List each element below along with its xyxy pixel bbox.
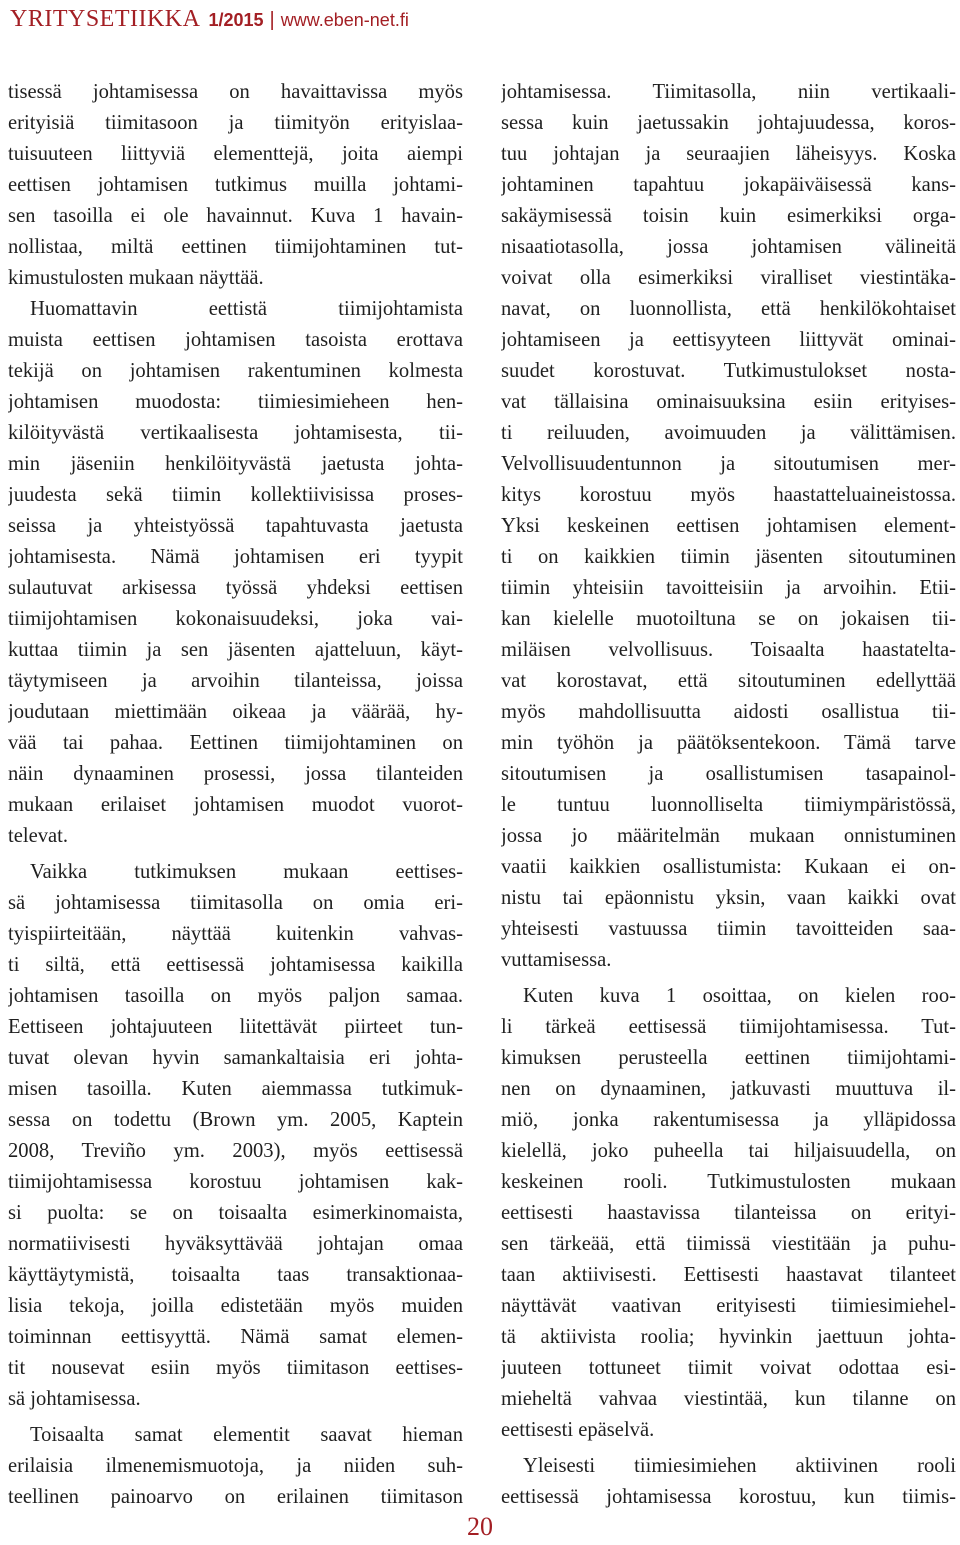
text-line: käyttäytymistä, toisaalta taas transaktionaa- [8,1264,463,1286]
text-line: miö, jonka rakentumisessa ja ylläpidossa [501,1109,956,1131]
text-line: nollistaa, miltä eettinen tiimijohtaminen tut- [8,236,463,258]
text-line: kimuksen perusteella eettinen tiimijohtami- [501,1047,956,1069]
text-line: suudet korostuvat. Tutkimustulokset nosta- [501,360,956,382]
text-line: vaatii kaikkien osallistumista: Kukaan ei on- [501,856,956,878]
text-line: juudesta sekä tiimin kollektiivisissa proses- [8,484,463,506]
text-line: eettisen johtamisen tutkimus muilla johtami- [8,174,463,196]
text-line: kan kielelle muotoiltuna se on jokaisen tii- [501,608,956,630]
masthead-separator: | [269,9,275,31]
text-line: 2008, Treviño ym. 2003), myös eettisessä [8,1140,463,1162]
text-line: navat, on luonnollista, että henkilökohtaiset [501,298,956,320]
text-line: kuttaa tiimin ja sen jäsenten ajatteluun, käyt- [8,639,463,661]
text-line: muista eettisen johtamisen tasoista erottava [8,329,463,351]
text-line: miläisen velvollisuus. Toisaalta haastatelta- [501,639,956,661]
text-line: televat. [8,825,69,847]
text-line: joudutaan miettimään oikeaa ja väärää, hy- [8,701,463,723]
text-line: tuvat olevan hyvin samankaltaisia eri johta- [8,1047,463,1069]
text-line: kitys korostuu myös haastatteluaineistossa. [501,484,956,506]
text-line: näyttävät vaativan erityisesti tiimiesimiehel- [501,1295,956,1317]
text-line: jossa jo määritelmän mukaan onnistuminen [501,825,956,847]
text-line: si puolta: se on toisaalta esimerkinomaista, [8,1202,463,1224]
text-line: misen tasoilla. Kuten aiemmassa tutkimuk- [8,1078,463,1100]
text-line: ti reiluuden, avoimuuden ja välittämisen. [501,422,956,444]
text-line: le tuntuu luonnolliselta tiimiympäristössä, [501,794,956,816]
text-line: li tärkeä eettisessä tiimijohtamisessa. Tut- [501,1016,956,1038]
text-line: nistu tai epäonnistu yksin, vaan kaikki ovat [501,887,956,909]
text-line: voivat olla esimerkiksi viralliset viestintäka- [501,267,956,289]
text-line: tuu johtajan ja seuraajien läheisyys. Koska [501,143,956,165]
magazine-title: YRITYSETIIKKA [10,6,201,32]
text-line: Yksi keskeinen eettisen johtamisen element- [501,515,956,537]
text-line: min työhön ja päätöksentekoon. Tämä tarve [501,732,956,754]
text-line: ti siltä, että eettisessä johtamisessa kaikilla [8,954,463,976]
text-line: tä aktiivista roolia; hyvinkin jaettuun johta- [501,1326,956,1348]
text-line: tit nousevat esiin myös tiimitason eettises- [8,1357,463,1379]
text-line: lisia tekoja, joilla edistetään myös muiden [8,1295,463,1317]
text-line: johtamiseen ja eettisyyteen liittyvät ominai- [501,329,956,351]
text-line: teellinen painoarvo on erilainen tiimitason [8,1486,463,1508]
text-line: kilöityvästä vertikaalisesta johtamisesta, tii- [8,422,463,444]
text-line: sulautuvat arkisessa työssä yhdeksi eettisen [8,577,463,599]
text-line: johtamisen tasoilla on myös paljon samaa. [8,985,463,1007]
text-line: eettisesti haastavissa tilanteissa on erityi- [501,1202,956,1224]
text-line: myös mahdollisuutta aidosti osallistua tii- [501,701,956,723]
text-line: tuisuuteen liittyviä elementtejä, joita aiempi [8,143,463,165]
text-line: sä johtamisessa. [8,1388,141,1410]
paragraph-first-line: Yleisesti tiimiesimiehen aktiivinen rooli [523,1455,956,1477]
text-line: ti on kaikkien tiimin jäsenten sitoutuminen [501,546,956,568]
text-line: min jäseniin henkilöityvästä jaetusta johta- [8,453,463,475]
text-line: juuteen tottuneet tiimit voivat odottaa esi- [501,1357,956,1379]
text-line: nisaatiotasolla, jossa johtamisen välineitä [501,236,956,258]
text-line: yhteisesti vastuussa tiimin tavoitteiden saa- [501,918,956,940]
text-line: seissa ja yhteistyössä tapahtuvasta jaetusta [8,515,463,537]
text-line: sitoutumisen ja osallistumisen tasapainol- [501,763,956,785]
text-line: johtamisen muodosta: tiimiesimieheen hen- [8,391,463,413]
text-line: sen tärkeää, että tiimissä viestitään ja puhu- [501,1233,956,1255]
text-line: vuttamisessa. [501,949,612,971]
text-line: erilaisia ilmenemismuotoja, ja niiden suh- [8,1455,463,1477]
paragraph-first-line: Kuten kuva 1 osoittaa, on kielen roo- [523,985,956,1007]
text-line: kielellä, joko puheella tai hiljaisuudella, on [501,1140,956,1162]
text-line: tiimijohtamisen kokonaisuudeksi, joka vai- [8,608,463,630]
text-line: johtamisessa. Tiimitasolla, niin vertikaali- [501,81,956,103]
text-line: eettisessä johtamisessa korostuu, kun tiimis- [501,1486,956,1508]
website-url[interactable]: www.eben-net.fi [280,10,409,30]
text-line: toiminnan eettisyyttä. Nämä samat elemen- [8,1326,463,1348]
text-line: normatiivisesti hyväksyttävää johtajan omaa [8,1233,463,1255]
text-line: tiimin yhteisiin tavoitteisiin ja arvoihin. Etii- [501,577,956,599]
text-line: vää tai pahaa. Eettinen tiimijohtaminen on [8,732,463,754]
text-line: Velvollisuudentunnon ja sitoutumisen mer- [501,453,956,475]
text-line: vat korostavat, että sitoutuminen edellyttää [501,670,956,692]
text-line: keskeinen rooli. Tutkimustulosten mukaan [501,1171,956,1193]
text-line: sessa on todettu (Brown ym. 2005, Kaptein [8,1109,463,1131]
text-line: nen on dynaaminen, jatkuvasti muuttuva il- [501,1078,956,1100]
left-text-column [8,77,463,1513]
text-line: johtaminen tapahtuu jokapäiväisessä kans- [501,174,956,196]
text-line: taan aktiivisesti. Eettisesti haastavat tilanteet [501,1264,956,1286]
text-line: Eettiseen johtajuuteen liitettävät piirteet tun- [8,1016,463,1038]
text-line: mieheltä vahvaa viestintää, kun tilanne on [501,1388,956,1410]
text-line: sessa kuin jaetussakin johtajuudessa, koros- [501,112,956,134]
text-line: eettisesti epäselvä. [501,1419,655,1441]
text-line: mukaan erilaiset johtamisen muodot vuorot- [8,794,463,816]
text-line: sä johtamisessa tiimitasolla on omia eri- [8,892,463,914]
paragraph-first-line: Vaikka tutkimuksen mukaan eettises- [30,861,463,883]
paragraph-first-line: Toisaalta samat elementit saavat hieman [30,1424,463,1446]
text-line: vat tällaisina ominaisuuksina esiin erityises- [501,391,956,413]
text-line: johtamisesta. Nämä johtamisen eri tyypit [8,546,463,568]
text-line: tisessä johtamisessa on havaittavissa myös [8,81,463,103]
text-line: tekijä on johtamisen rakentuminen kolmesta [8,360,463,382]
masthead [10,6,409,36]
text-line: sen tasoilla ei ole havainnut. Kuva 1 havain- [8,205,463,227]
text-line: tyispiirteitään, näyttää kuitenkin vahvas- [8,923,463,945]
right-text-column [501,77,956,1513]
paragraph-first-line: Huomattavin eettistä tiimijohtamista [30,298,463,320]
text-line: tiimijohtamisessa korostuu johtamisen kak- [8,1171,463,1193]
text-line: sakäymisessä toisin kuin esimerkiksi orga- [501,205,956,227]
text-line: täytymiseen ja arvoihin tilanteissa, joissa [8,670,463,692]
issue-number: 1/2015 [208,10,264,30]
text-line: näin dynaaminen prosessi, jossa tilanteiden [8,763,463,785]
text-line: kimustulosten mukaan näyttää. [8,267,264,289]
text-line: erityisiä tiimitasoon ja tiimityön erityislaa- [8,112,463,134]
page-number: 20 [467,1512,493,1541]
